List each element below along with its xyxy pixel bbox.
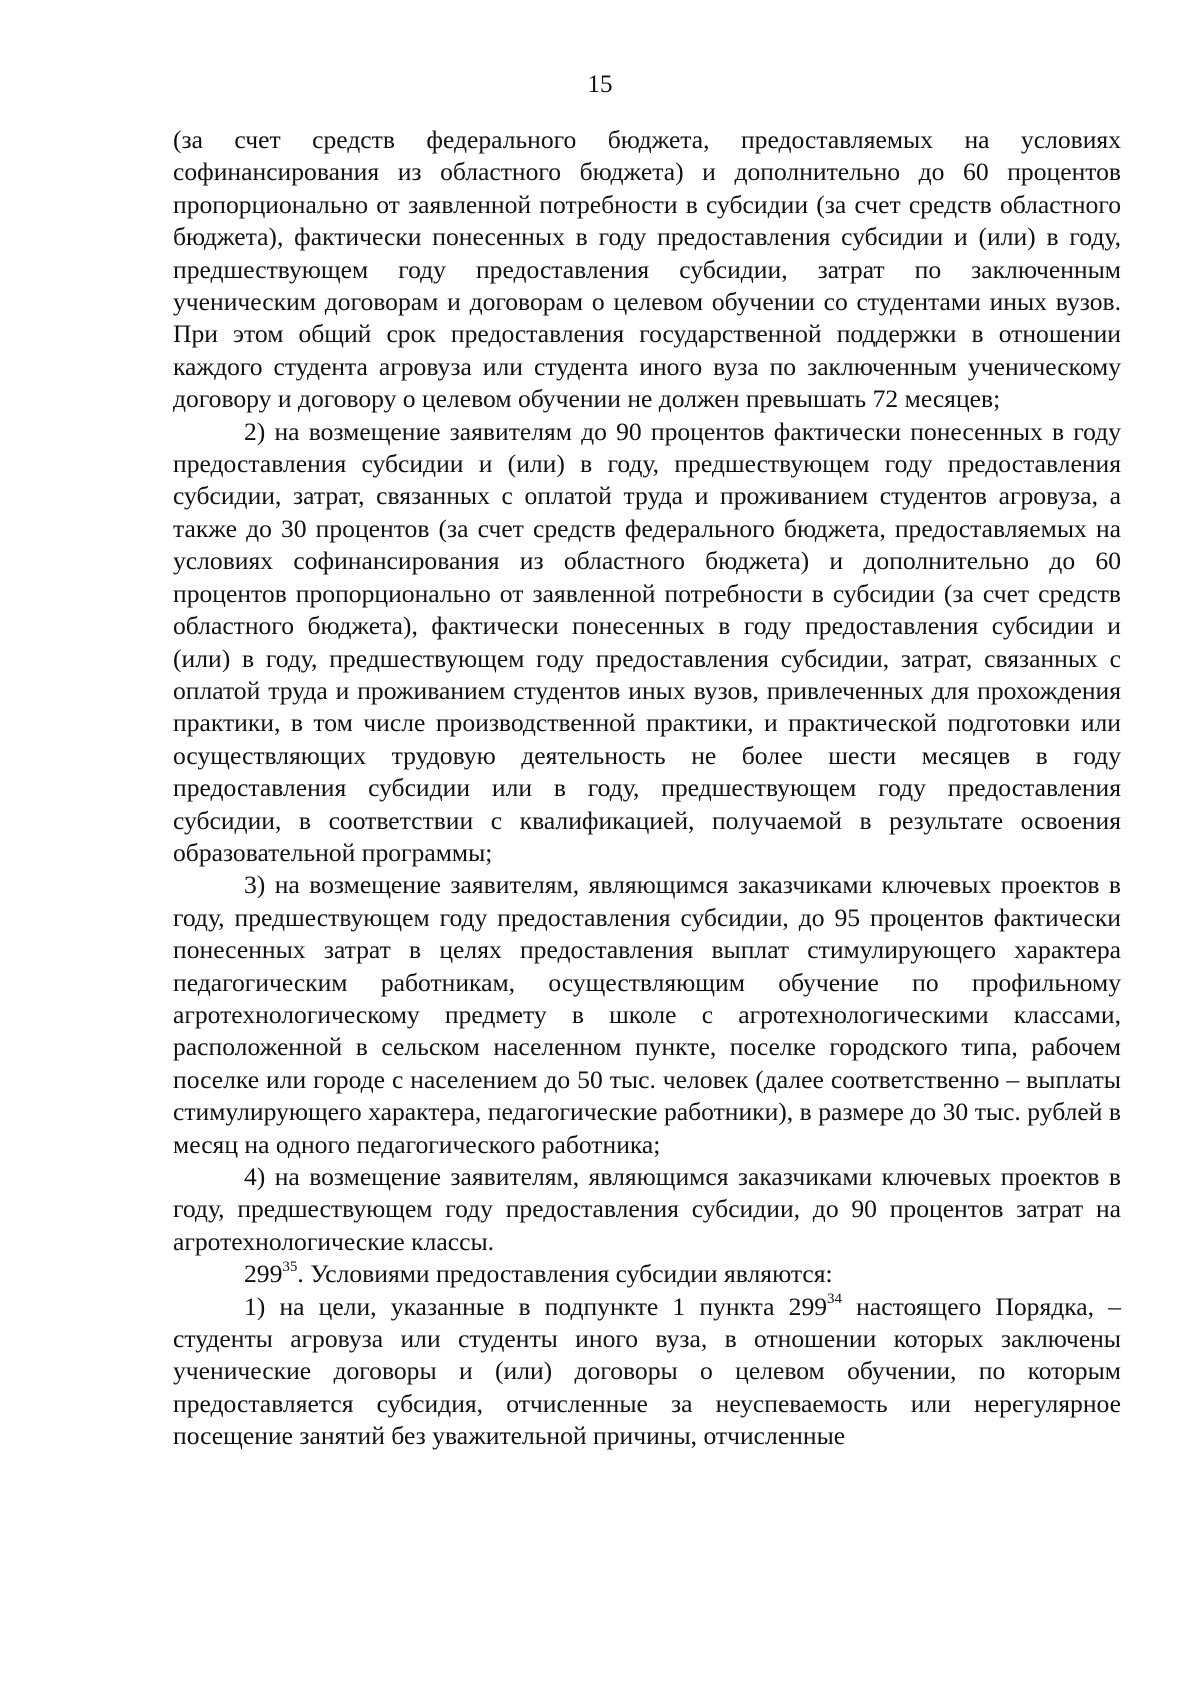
reference-superscript: 34 xyxy=(827,1291,843,1308)
condition-text-after: настоящего Порядка, – студенты агровуза или студенты иного вуза, в отношении которых заключены ученические договоры и (или) договоры о целевом обучении, по которым предоставляется субсидия, отчисленные за неуспеваемость или нерегулярное посещение занятий без уважительной причины, отчисленные xyxy=(173,1291,1121,1451)
document-body xyxy=(173,124,1121,1453)
paragraph-section-299-35 xyxy=(173,1258,1121,1290)
section-superscript: 35 xyxy=(282,1258,298,1275)
section-heading-text: . Условиями предоставления субсидии являются: xyxy=(297,1259,833,1289)
paragraph-item-2: 2) на возмещение заявителям до 90 процентов фактически понесенных в году предоставления субсидии и (или) в году, предшествующем году предоставления субсидии, затрат, связанных с оплатой труда и проживанием студентов агровуза, а также до 30 процентов (за счет средств федерального бюджета, предоставляемых на условиях софинансирования из областного бюджета) и дополнительно до 60 процентов пропорционально от заявленной потребности в субсидии (за счет средств областного бюджета), фактически понесенных в году предоставления субсидии и (или) в году, предшествующем году предоставления субсидии, затрат, связанных с оплатой труда и проживанием студентов иных вузов, привлеченных для прохождения практики, в том числе производственной практики, и практической подготовки или осуществляющих трудовую деятельность не более шести месяцев в году предоставления субсидии или в году, предшествующем году предоставления субсидии, в соответствии с квалификацией, получаемой в результате освоения образовательной программы; xyxy=(173,416,1121,867)
paragraph-condition-1 xyxy=(173,1291,1121,1453)
condition-text-before: 1) на цели, указанные в подпункте 1 пункта xyxy=(244,1291,789,1321)
paragraph-item-4: 4) на возмещение заявителям, являющимся заказчиками ключевых проектов в году, предшествующем году предоставления субсидии, до 90 процентов затрат на агротехнологические классы. xyxy=(173,1162,1121,1256)
paragraph-continuation: (за счет средств федерального бюджета, предоставляемых на условиях софинансирования из областного бюджета) и дополнительно до 60 процентов пропорционально от заявленной потребности в субсидии (за счет средств областного бюджета), фактически понесенных в году предоставления субсидии и (или) в году, предшествующем году предоставления субсидии, затрат по заключенным ученическим договорам и договорам о целевом обучении со студентами иных вузов. При этом общий срок предоставления государственной поддержки в отношении каждого студента агровуза или студента иного вуза по заключенным ученическому договору и договору о целевом обучении не должен превышать 72 месяцев; xyxy=(173,125,1121,414)
paragraph-item-3: 3) на возмещение заявителям, являющимся заказчиками ключевых проектов в году, предшествующем году предоставления субсидии, до 95 процентов фактически понесенных затрат в целях предоставления выплат стимулирующего характера педагогическим работникам, осуществляющим обучение по профильному агротехнологическому предмету в школе с агротехнологическими классами, расположенной в сельском населенном пункте, поселке городского типа, рабочем поселке или городе с населением до 50 тыс. человек (далее соответственно – выплаты стимулирующего характера, педагогические работники), в размере до 30 тыс. рублей в месяц на одного педагогического работника; xyxy=(173,870,1121,1159)
page-number: 15 xyxy=(587,71,613,98)
section-number: 299 xyxy=(244,1259,283,1289)
reference-number: 299 xyxy=(788,1291,828,1321)
